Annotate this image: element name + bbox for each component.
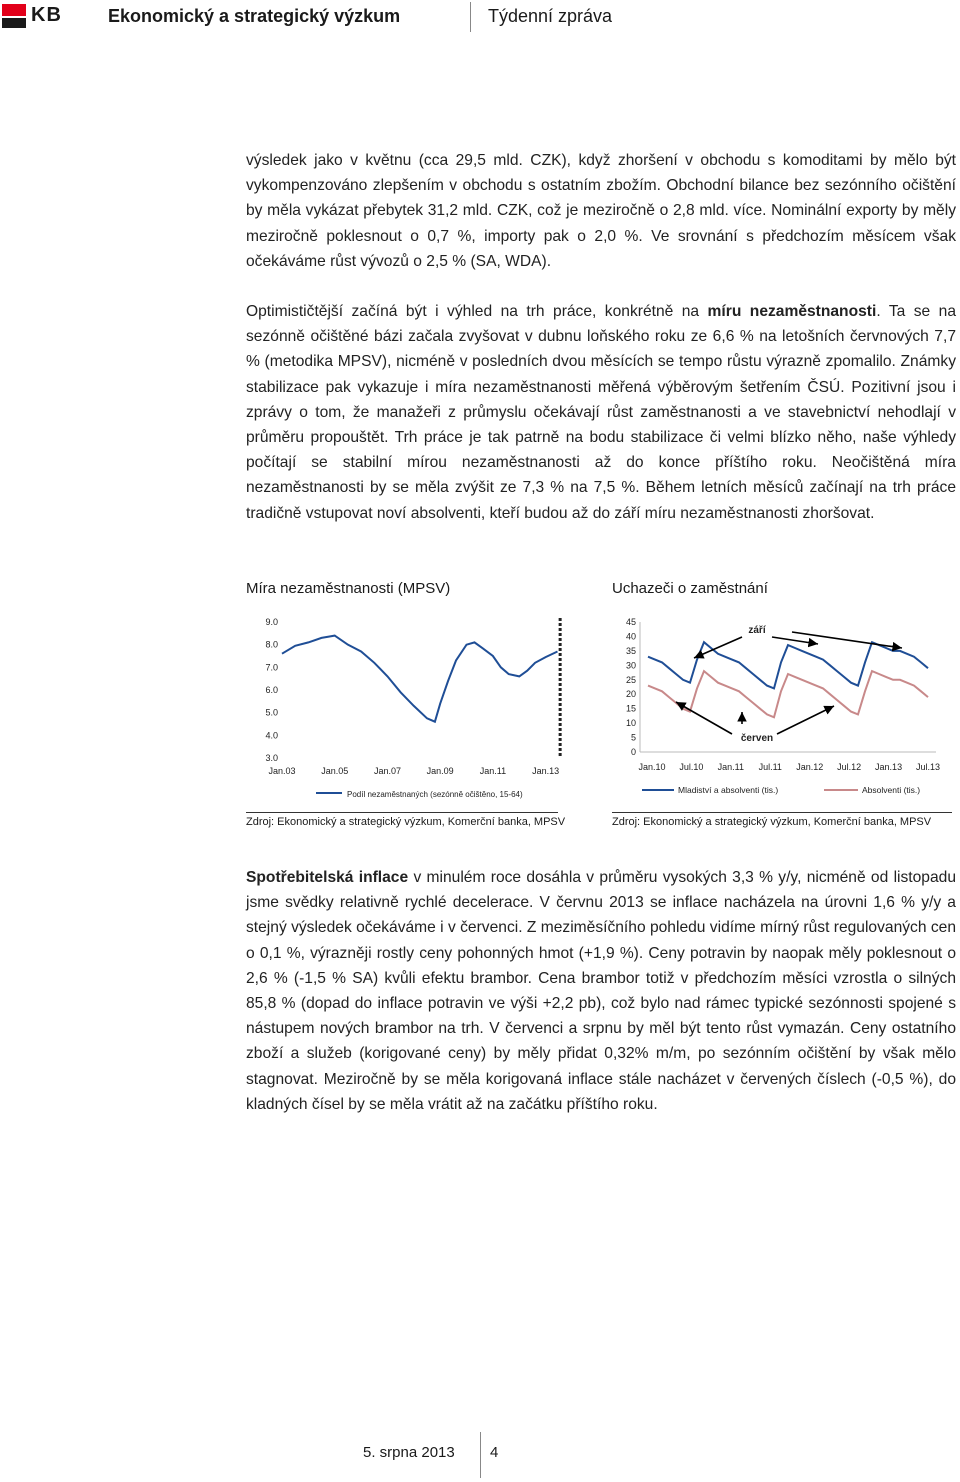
p3-rest: v minulém roce dosáhla v průměru vysokých 3,3 % y/y, nicméně od listopadu jsme svědky relativně rychlé decelerace. V červnu 2013 se inflace nacházela na úrovni 1,6 % y/y a stejný výsledek očekáváme i v červenci. Z meziměsíčního pohledu vidíme mírný růst regulovaných cen o 0,1 %, výrazněji rostly ceny pohonných hmot (+1,9 %). Ceny potravin by naopak měly poklesnout o 2,6 % (-1,5 % SA) kvůli efektu brambor. Cena brambor totiž v předchozím měsíci vzrostla o silných 85,8 % (dopad do inflace potravin ve výši +2,2 pb), což bylo nad rámec typické sezónnosti spojené s nástupem nových brambor na trh. V červenci a srpnu by měl být tento růst vymazán. Ceny ostatního zboží a služeb (korigované ceny) by měly přidat 0,32% m/m, po sezónním očištění by však mělo stagnovat. Meziročně by se měla korigovaná inflace stále nacházet v červených číslech (-0,5 %), do kladných čísel by se měla vrátit až na začátku příštího roku. — [246, 869, 956, 1113]
x-tick-label: Jul.12 — [837, 762, 862, 772]
paragraph-inflation — [246, 865, 956, 1117]
y-tick-label: 4.0 — [265, 730, 278, 741]
footer-page-number: 4 — [490, 1444, 499, 1461]
y-tick-label: 40 — [625, 631, 636, 642]
series-line — [648, 642, 928, 688]
x-tick-label: Jan.13 — [532, 766, 560, 776]
annotation-arrow — [676, 702, 732, 734]
paragraph-trade-text: výsledek jako v květnu (cca 29,5 mld. CZK), když zhoršení v obchodu s komoditami by mělo být vykompenzováno zlepšením v obchodu s ostatním zbožím. Obchodní bilance bez sezónního očištění by měla vykázat přebytek 31,2 mld. CZK, což je meziročně o 2,8 mld. více. Nominální exporty by měly meziročně poklesnout o 0,7 %, importy pak o 2,0 %. Ve srovnání s předchozím měsícem však očekáváme růst vývozů o 2,5 % (SA, WDA). — [246, 152, 956, 270]
right-chart-source: Zdroj: Ekonomický a strategický výzkum, Komerční banka, MPSV — [612, 816, 932, 828]
unemployment-rate-chart — [246, 600, 576, 800]
x-tick-label: Jul.11 — [758, 762, 782, 772]
legend-label: Podíl nezaměstnaných (sezónně očištěno, 15-64) — [347, 790, 523, 799]
y-tick-label: 7.0 — [265, 662, 278, 673]
y-tick-label: 25 — [625, 674, 636, 685]
legend-label: Mladiství a absolventi (tis.) — [678, 785, 779, 795]
x-tick-label: Jan.10 — [638, 762, 666, 772]
y-tick-label: 5 — [630, 732, 636, 743]
annotation-arrow — [772, 637, 818, 644]
y-tick-label: 9.0 — [265, 617, 278, 627]
x-tick-label: Jan.09 — [426, 766, 454, 776]
y-tick-label: 10 — [625, 718, 636, 729]
kb-logo-icon — [2, 4, 26, 28]
x-tick-label: Jan.12 — [796, 762, 824, 772]
right-source-line — [612, 812, 952, 813]
p2-start: Optimističtější začíná být i výhled na trh práce, konkrétně na — [246, 303, 708, 320]
y-tick-label: 8.0 — [265, 639, 278, 650]
series-line — [282, 636, 558, 722]
left-chart-title: Míra nezaměstnanosti (MPSV) — [246, 580, 451, 597]
y-tick-label: 5.0 — [265, 707, 278, 718]
legend-label: Absolventi (tis.) — [862, 785, 921, 795]
y-tick-label: 3.0 — [265, 753, 278, 763]
y-tick-label: 35 — [625, 645, 636, 656]
header-subtitle: Týdenní zpráva — [488, 6, 613, 26]
p2-rest: . Ta se na sezónně očištěné bázi začala zvyšovat v dubnu loňského roku ze 6,6 % na letošních červnových 7,7 % (metodika MPSV), nicméně v posledních dvou měsících se tempo růstu výrazně zpomalilo. Známky stabilizace pak vykazuje i míra nezaměstnanosti měřená výběrovým šetřením ČSÚ. Pozitivní jsou i zprávy o tom, že manažeři z průmyslu očekávají růst zaměstnanosti a ve stavebnictví nehodlají v průměru propouštět. Trh práce je tak patrně na bodu stabilizace či velmi blízko něho, naše výhledy počítají se stabilní mírou nezaměstnanosti až do konce příštího roku. Neočištěná míra nezaměstnanosti by se měla zvýšit ze 7,3 % na 7,5 %. Během letních měsíců začínají na trh práce tradičně vstupovat noví absolventi, kteří budou až do září míru nezaměstnanosti zhoršovat. — [246, 303, 956, 522]
y-tick-label: 6.0 — [265, 685, 278, 695]
page-header — [0, 0, 960, 32]
y-tick-label: 30 — [625, 660, 636, 671]
job-seekers-chart — [612, 600, 952, 800]
y-tick-label: 45 — [625, 617, 636, 627]
footer-divider — [480, 1432, 481, 1478]
annotation-label: červen — [740, 733, 774, 744]
left-source-line — [246, 812, 558, 813]
annotation-label: září — [748, 625, 766, 636]
footer-date: 5. srpna 2013 — [363, 1444, 455, 1461]
x-tick-label: Jan.11 — [479, 766, 507, 776]
left-chart-source: Zdroj: Ekonomický a strategický výzkum, Komerční banka, MPSV — [246, 816, 566, 828]
y-tick-label: 0 — [630, 747, 636, 757]
right-chart-title: Uchazeči o zaměstnání — [612, 580, 768, 597]
x-tick-label: Jan.05 — [321, 766, 349, 776]
x-tick-label: Jul.13 — [915, 762, 941, 772]
x-tick-label: Jul.10 — [679, 762, 704, 772]
paragraph-trade — [246, 148, 956, 274]
x-tick-label: Jan.07 — [373, 766, 401, 776]
x-tick-label: Jan.03 — [268, 766, 296, 776]
annotation-arrow — [792, 632, 902, 648]
annotation-arrow — [777, 706, 834, 734]
logo-text: KB — [31, 4, 62, 26]
y-tick-label: 15 — [625, 703, 636, 714]
p2-bold: míru nezaměstnanosti — [707, 303, 877, 320]
x-tick-label: Jan.13 — [875, 762, 903, 772]
header-title: Ekonomický a strategický výzkum — [108, 6, 401, 26]
p3-bold: Spotřebitelská inflace — [246, 869, 409, 886]
paragraph-unemployment — [246, 299, 956, 526]
x-tick-label: Jan.11 — [717, 762, 745, 772]
header-divider — [470, 2, 471, 32]
y-tick-label: 20 — [625, 689, 636, 700]
